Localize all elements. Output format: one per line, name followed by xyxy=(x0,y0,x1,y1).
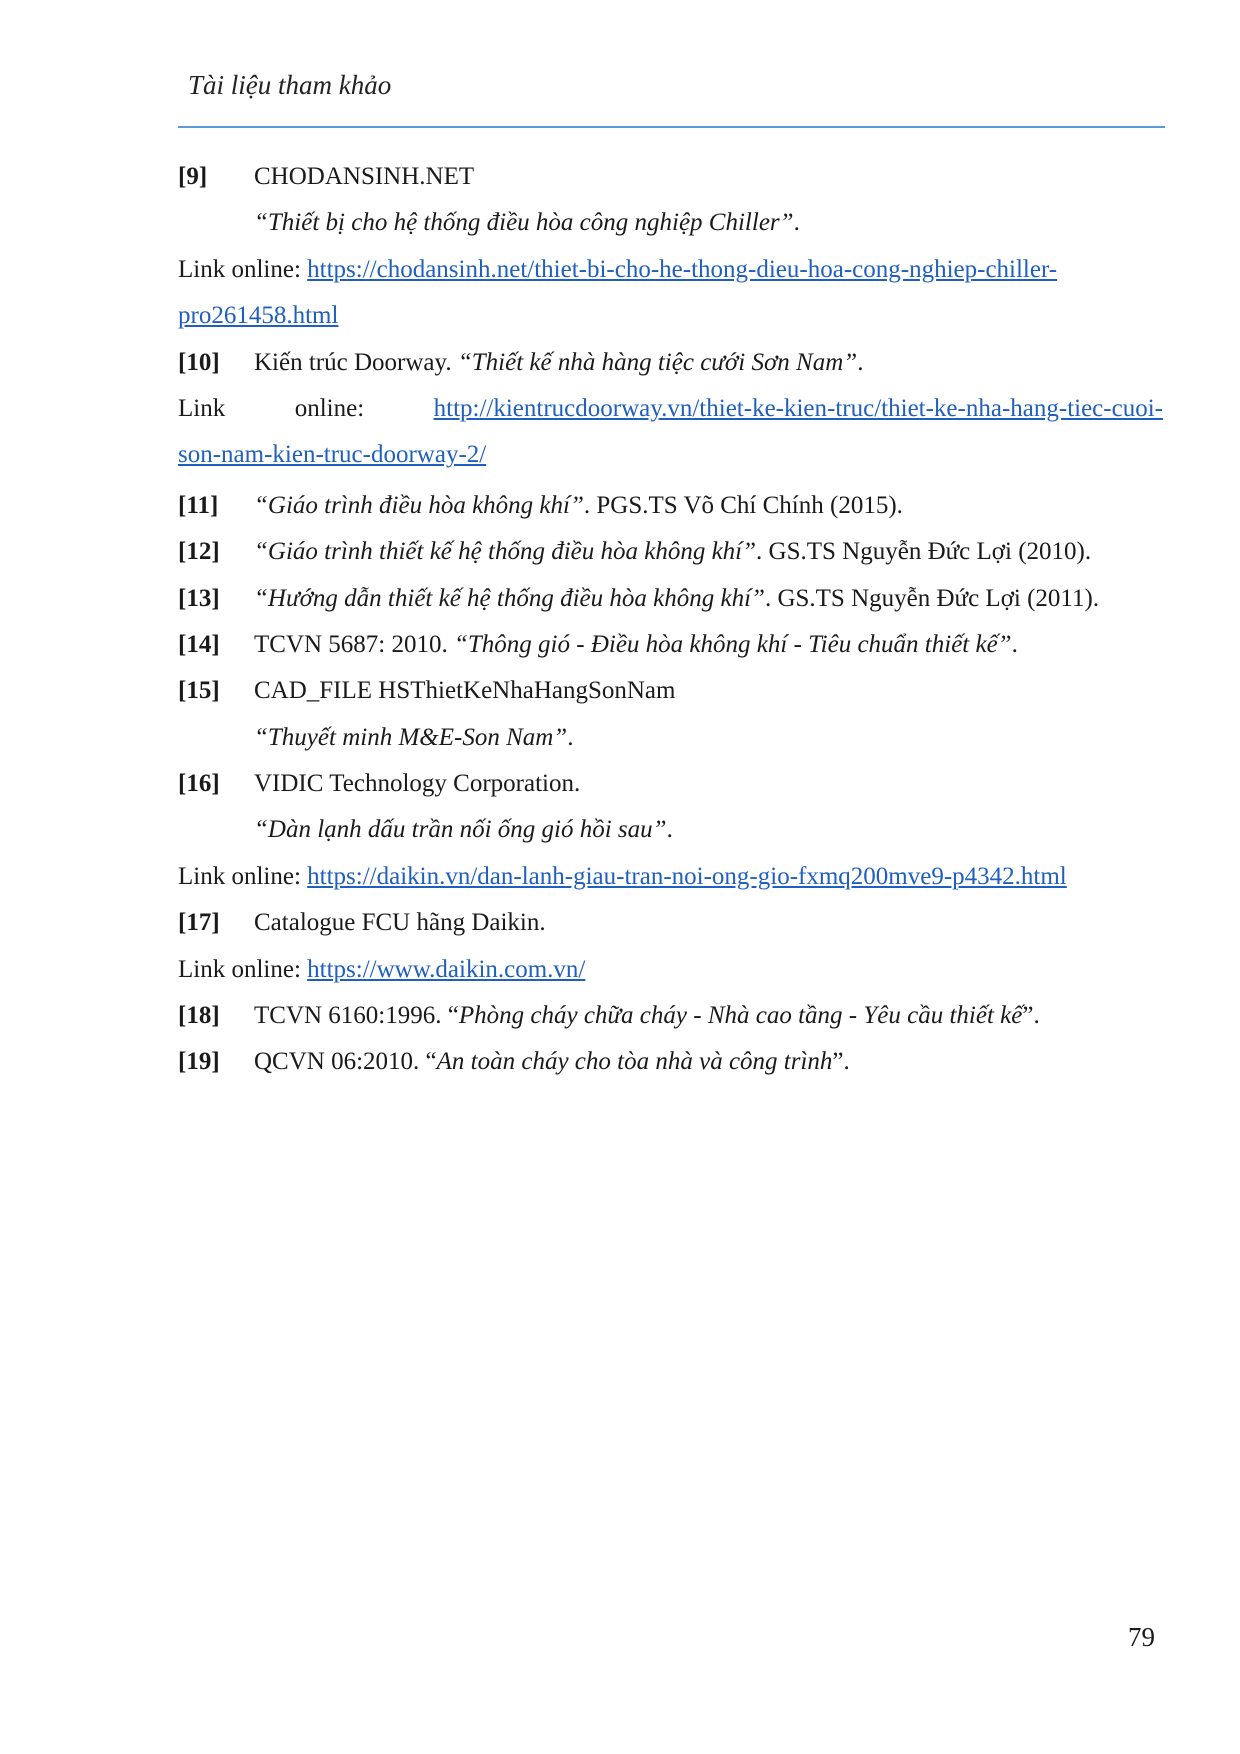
reference-title: “Hướng dẫn thiết kế hệ thống điều hòa không khí” xyxy=(254,584,765,612)
link-label-word: Link xyxy=(178,394,226,422)
reference-link-continued[interactable]: pro261458.html xyxy=(178,302,339,330)
reference-list xyxy=(178,154,1163,1086)
reference-number: [12] xyxy=(178,538,220,566)
reference-10-link-cont xyxy=(178,432,1163,478)
reference-title: Phòng cháy chữa cháy - Nhà cao tầng - Yêu cầu thiết kế xyxy=(458,1002,1023,1030)
reference-13 xyxy=(178,576,1163,622)
reference-title: An toàn cháy cho tòa nhà và công trình xyxy=(436,1048,833,1076)
link-label: Link online: xyxy=(178,955,308,983)
reference-link[interactable]: https://www.daikin.com.vn/ xyxy=(307,955,586,983)
reference-author: TCVN 5687: 2010. xyxy=(254,630,454,658)
reference-link[interactable]: https://chodansinh.net/thiet-bi-cho-he-thong-dieu-hoa-cong-nghiep-chiller- xyxy=(307,255,1058,283)
reference-9-link-line xyxy=(178,247,1163,293)
reference-number: [17] xyxy=(178,909,220,937)
reference-link[interactable]: http://kientrucdoorway.vn/thiet-ke-kien-truc/thiet-ke-nha-hang-tiec-cuoi- xyxy=(433,394,1163,422)
reference-17 xyxy=(178,900,1163,946)
reference-17-link-line xyxy=(178,947,1163,993)
reference-9-title-line: “Thiết bị cho hệ thống điều hòa công nghiệp Chiller”. xyxy=(254,209,800,237)
reference-16-title-line: “Dàn lạnh dấu trần nối ống gió hồi sau”. xyxy=(254,816,673,844)
link-label-word: online: xyxy=(294,394,365,422)
reference-author: CHODANSINH.NET xyxy=(254,163,475,190)
reference-9-link-cont xyxy=(178,293,1163,339)
reference-15 xyxy=(178,668,1163,714)
reference-number: [13] xyxy=(178,584,220,612)
reference-18: [18] TCVN 6160:1996. “Phòng cháy chữa cháy - Nhà cao tầng - Yêu cầu thiết kế”. xyxy=(178,993,1163,1039)
reference-link[interactable]: https://daikin.vn/dan-lanh-giau-tran-noi-ong-gio-fxmq200mve9-p4342.html xyxy=(307,862,1067,890)
link-label: Link online: xyxy=(178,255,308,283)
reference-16 xyxy=(178,761,1163,807)
reference-link-continued[interactable]: son-nam-kien-truc-doorway-2/ xyxy=(178,441,487,469)
header-divider xyxy=(178,126,1165,128)
reference-title: “Thông gió - Điều hòa không khí - Tiêu chuẩn thiết kế” xyxy=(454,630,1012,658)
reference-author: VIDIC Technology Corporation. xyxy=(254,770,581,798)
running-header: Tài liệu tham khảo xyxy=(188,70,392,100)
reference-15-title-line: “Thuyết minh M&E-Son Nam”. xyxy=(254,723,574,751)
reference-author: TCVN 6160:1996. “ xyxy=(254,1002,459,1030)
reference-number: [18] xyxy=(178,1002,220,1030)
reference-number: [19] xyxy=(178,1048,220,1076)
reference-author: CAD_FILE HSThietKeNhaHangSonNam xyxy=(254,677,676,705)
reference-number: [16] xyxy=(178,770,220,798)
reference-title: “Giáo trình thiết kế hệ thống điều hòa không khí” xyxy=(254,538,757,566)
reference-title: “Thuyết minh M&E-Son Nam” xyxy=(254,723,568,751)
reference-9 xyxy=(178,154,1163,200)
reference-title: “Thiết kế nhà hàng tiệc cưới Sơn Nam” xyxy=(457,348,858,376)
reference-19: [19] QCVN 06:2010. “An toàn cháy cho tòa nhà và công trình”. xyxy=(178,1039,1163,1085)
reference-title: “Giáo trình điều hòa không khí” xyxy=(254,491,584,519)
reference-author: . PGS.TS Võ Chí Chính (2015). xyxy=(583,491,903,519)
reference-14: [14] TCVN 5687: 2010. “Thông gió - Điều hòa không khí - Tiêu chuẩn thiết kế”. xyxy=(178,622,1163,668)
reference-author: Kiến trúc Doorway. xyxy=(254,348,458,376)
reference-author: . GS.TS Nguyễn Đức Lợi (2010). xyxy=(756,538,1092,566)
reference-number: [14] xyxy=(178,630,220,658)
reference-title: “Dàn lạnh dấu trần nối ống gió hồi sau” xyxy=(254,816,667,844)
reference-author: QCVN 06:2010. “ xyxy=(254,1048,437,1076)
reference-12 xyxy=(178,529,1163,575)
reference-10: [10] Kiến trúc Doorway. “Thiết kế nhà hàng tiệc cưới Sơn Nam”. xyxy=(178,340,1163,386)
reference-number: [9] xyxy=(178,163,208,190)
reference-title: “Thiết bị cho hệ thống điều hòa công nghiệp Chiller” xyxy=(254,209,794,237)
reference-11 xyxy=(178,483,1163,529)
reference-10-link-line xyxy=(178,386,1163,432)
reference-number: [11] xyxy=(178,491,219,519)
reference-author: Catalogue FCU hãng Daikin. xyxy=(254,909,546,937)
link-label: Link online: xyxy=(178,862,308,890)
reference-16-link-line xyxy=(178,854,1163,900)
page-number: 79 xyxy=(1128,1622,1155,1652)
reference-number: [10] xyxy=(178,348,220,376)
reference-number: [15] xyxy=(178,677,220,705)
reference-author: . GS.TS Nguyễn Đức Lợi (2011). xyxy=(764,584,1100,612)
